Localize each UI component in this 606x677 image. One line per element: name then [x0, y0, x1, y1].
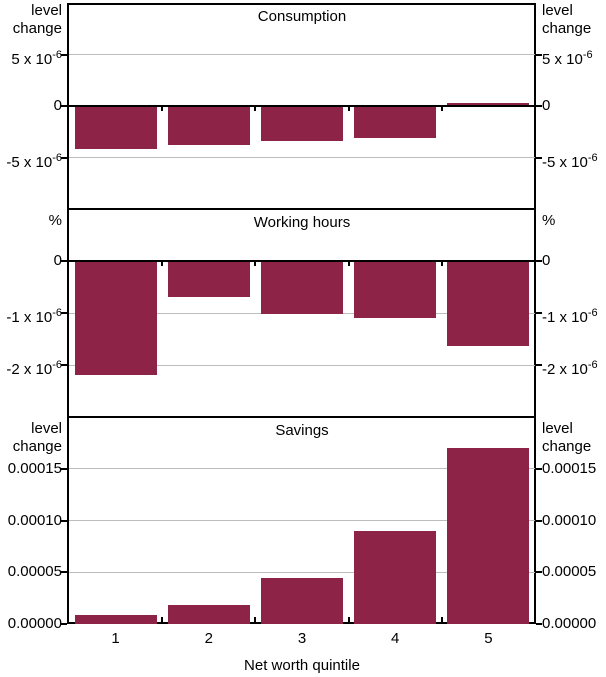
y-tick-label-left: 0.00005: [7, 563, 62, 581]
bar: [75, 615, 157, 624]
bar: [447, 448, 529, 624]
panel-title: Consumption: [257, 8, 347, 25]
gridline: [69, 157, 535, 158]
category-tick: [441, 261, 443, 266]
y-tick-label-right: 5 x $10^{-6}$: [542, 48, 593, 68]
y-tick-label-left: -2 x $10^{-6}$: [6, 359, 62, 378]
category-tick: [161, 261, 163, 266]
category-tick: [254, 261, 256, 266]
y-tick-label-left: 0.00015: [7, 459, 62, 477]
category-tick: [254, 106, 256, 111]
bar: [261, 261, 343, 314]
bar: [75, 261, 157, 375]
y-tick-label-right: -1 x $10^{-6}$: [542, 307, 598, 326]
axis-unit-label-left: level change: [12, 2, 62, 37]
category-tick: [441, 617, 443, 622]
axis-unit-label-right: level change: [542, 2, 592, 37]
axis-unit-label-left: level change: [12, 420, 62, 455]
bar: [354, 531, 436, 624]
y-tick-label-left: 0: [53, 97, 62, 114]
category-tick: [161, 106, 163, 111]
exponent: -6: [587, 307, 598, 319]
axis-unit-label-right: level change: [542, 420, 592, 455]
bar: [261, 578, 343, 624]
y-tick-label-right: 0.00005: [542, 563, 597, 581]
bar: [168, 605, 250, 624]
axis-unit-label-left: %: [48, 212, 62, 229]
y-tick-label-left: 0.00010: [7, 511, 62, 529]
y-tick-label-right: 0.00000: [542, 615, 597, 632]
panel-title: Savings: [275, 422, 329, 439]
y-tick-label-left: -1 x $10^{-6}$: [6, 307, 62, 326]
x-tick-label: 1: [111, 630, 120, 647]
exponent: -6: [52, 359, 62, 371]
y-tick-label-left: -5 x $10^{-6}$: [6, 151, 62, 171]
exponent: -6: [52, 48, 62, 61]
exponent: -6: [587, 359, 598, 371]
zero-line: [69, 260, 535, 262]
category-tick: [441, 106, 443, 111]
exponent: -6: [587, 151, 598, 164]
y-tick-label-right: 0: [542, 252, 551, 269]
y-tick-label-left: 5 x $10^{-6}$: [11, 48, 62, 68]
y-tick-label-right: 0.00015: [542, 459, 597, 477]
axis-unit-label-right: %: [542, 212, 556, 229]
panel-title: Working hours: [253, 214, 351, 231]
x-tick-label: 5: [484, 630, 493, 647]
x-axis-title: Net worth quintile: [244, 657, 360, 674]
y-tick-label-right: -5 x $10^{-6}$: [542, 151, 598, 171]
x-tick-label: 4: [391, 630, 400, 647]
category-tick: [348, 261, 350, 266]
zero-line: [69, 105, 535, 107]
y-tick-label-left: 0: [53, 252, 62, 269]
category-tick: [254, 617, 256, 622]
exponent: -6: [52, 307, 62, 319]
x-tick-label: 2: [204, 630, 213, 647]
gridline: [69, 54, 535, 55]
x-tick-label: 3: [297, 630, 307, 647]
category-tick: [161, 617, 163, 622]
panel-divider: [67, 208, 536, 210]
bar: [261, 106, 343, 141]
y-tick-label-left: 0.00000: [7, 615, 62, 632]
bar: [354, 106, 436, 138]
bar: [354, 261, 436, 318]
y-tick-label-right: 0: [542, 97, 551, 114]
bar: [447, 261, 529, 346]
category-tick: [348, 106, 350, 111]
exponent: -6: [582, 48, 593, 61]
bar: [168, 106, 250, 145]
category-tick: [348, 617, 350, 622]
y-tick-label-right: -2 x $10^{-6}$: [542, 359, 598, 378]
panel-divider: [67, 416, 536, 418]
exponent: -6: [52, 151, 62, 164]
bar: [168, 261, 250, 297]
y-tick-label-right: 0.00010: [542, 511, 597, 529]
bar: [75, 106, 157, 149]
